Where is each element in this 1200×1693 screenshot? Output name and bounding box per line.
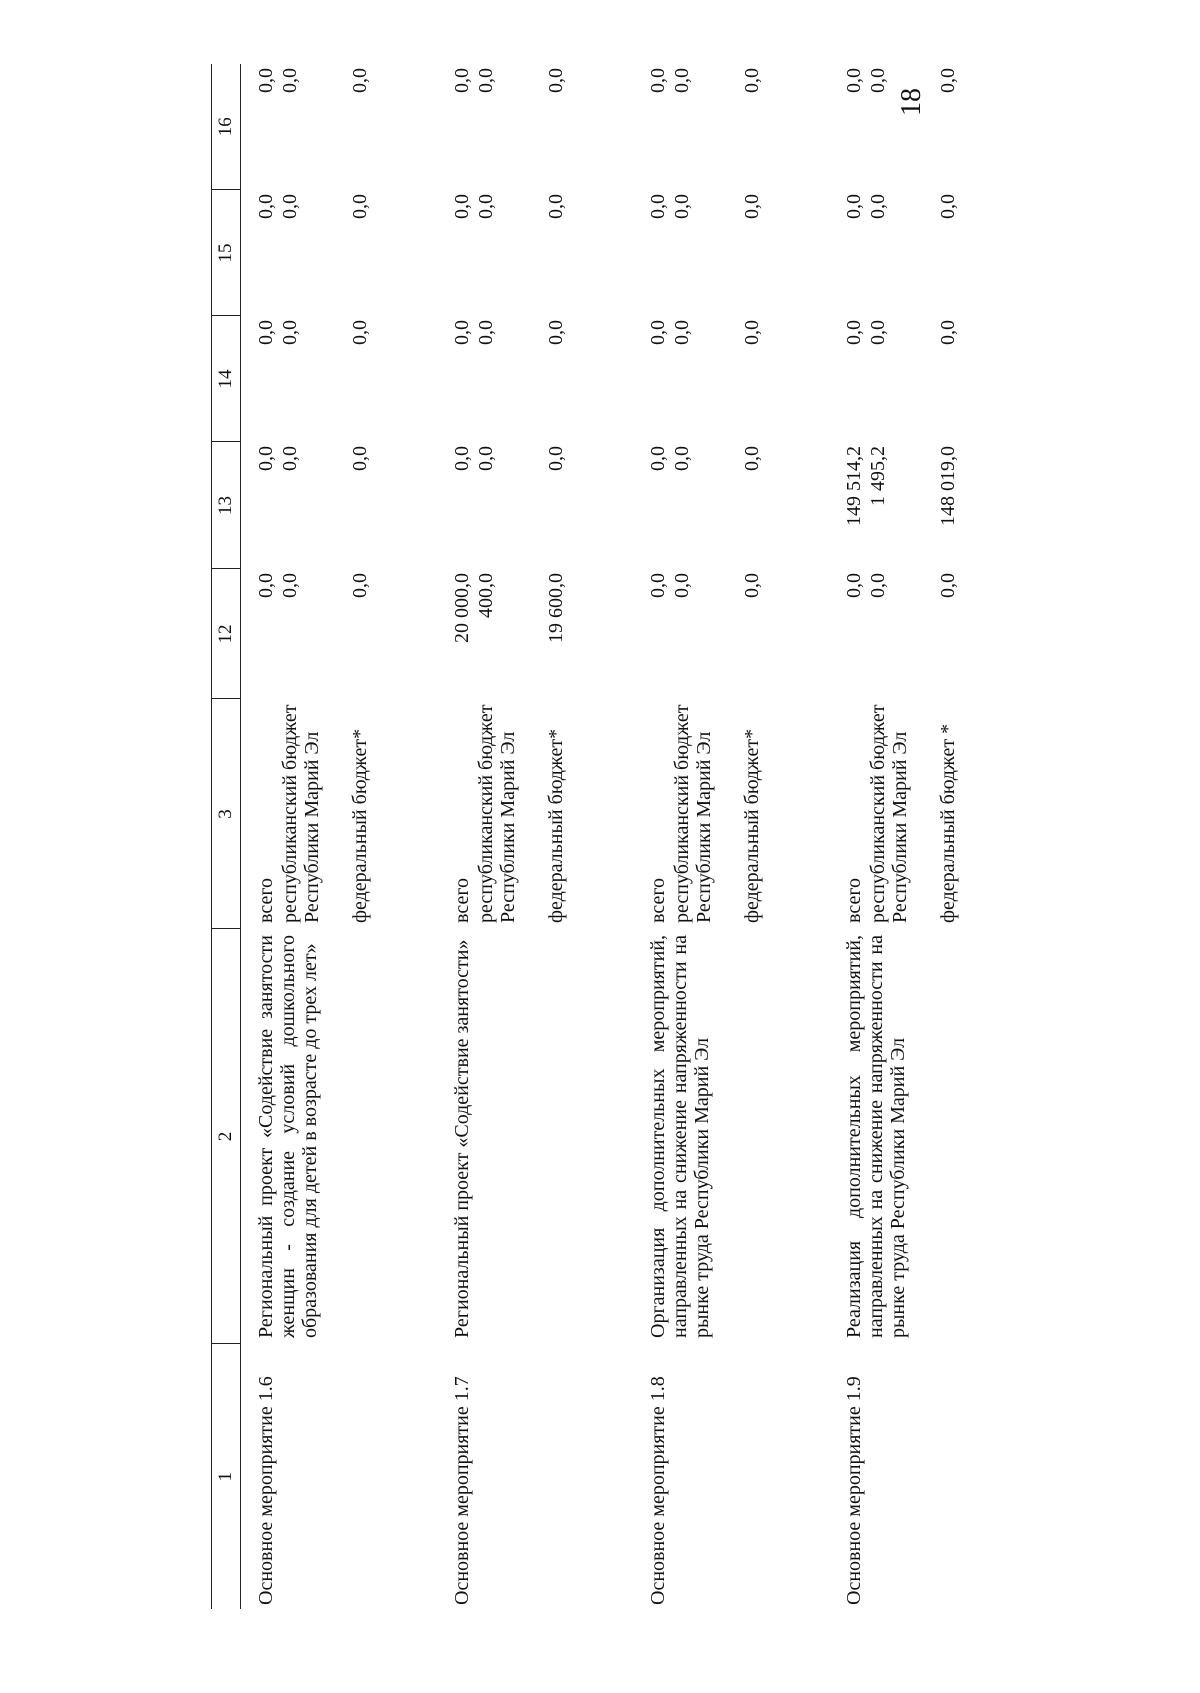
amount-cell: 0,0 xyxy=(843,320,865,345)
amount-cell: 0,0 xyxy=(867,573,889,598)
column-header: 2 xyxy=(212,929,241,1344)
amount-cell: 0,0 xyxy=(671,320,693,345)
amount-cell: 148 019,0 xyxy=(937,446,959,526)
amount-cell: 0,0 xyxy=(255,194,277,219)
funding-source: республиканский бюджет Республики Марий Эл xyxy=(475,704,519,923)
amount-cell: 0,0 xyxy=(671,446,693,471)
table-row xyxy=(437,64,475,1609)
amount-cell: 0,0 xyxy=(741,68,763,93)
funding-source: всего xyxy=(843,877,865,923)
amount-cell: 0,0 xyxy=(451,194,473,219)
funding-source: федеральный бюджет* xyxy=(741,728,763,923)
column-header: 12 xyxy=(212,569,241,699)
funding-source: федеральный бюджет* xyxy=(545,728,567,923)
amount-cell: 0,0 xyxy=(279,194,301,219)
amount-cell: 0,0 xyxy=(843,68,865,93)
column-header: 1 xyxy=(212,1344,241,1609)
amount-cell: 0,0 xyxy=(451,68,473,93)
amount-cell: 0,0 xyxy=(937,68,959,93)
amount-cell: 0,0 xyxy=(741,194,763,219)
activity-name: Основное мероприятие 1.8 xyxy=(647,1376,669,1605)
amount-cell: 20 000,0 xyxy=(451,573,473,643)
amount-cell: 0,0 xyxy=(741,573,763,598)
amount-cell: 0,0 xyxy=(475,320,497,345)
amount-cell: 0,0 xyxy=(349,573,371,598)
amount-cell: 19 600,0 xyxy=(545,573,567,643)
column-number-row xyxy=(212,64,241,1609)
activity-description: Организация дополнительных мероприятий, направленных на снижение напряженности на рынке труда Республики Марий Эл xyxy=(647,935,713,1338)
amount-cell: 0,0 xyxy=(279,68,301,93)
amount-cell: 0,0 xyxy=(349,68,371,93)
amount-cell: 0,0 xyxy=(255,320,277,345)
amount-cell: 0,0 xyxy=(349,194,371,219)
funding-source: республиканский бюджет Республики Марий Эл xyxy=(867,704,911,923)
amount-cell: 1 495,2 xyxy=(867,446,889,506)
amount-cell: 0,0 xyxy=(349,320,371,345)
amount-cell: 0,0 xyxy=(279,320,301,345)
amount-cell: 0,0 xyxy=(475,446,497,471)
amount-cell: 400,0 xyxy=(475,573,497,618)
table-row xyxy=(829,64,867,1609)
amount-cell: 0,0 xyxy=(937,194,959,219)
activity-name: Основное мероприятие 1.9 xyxy=(843,1376,865,1605)
amount-cell: 0,0 xyxy=(451,320,473,345)
amount-cell: 0,0 xyxy=(937,573,959,598)
amount-cell: 0,0 xyxy=(867,194,889,219)
activity-description: Реализация дополнительных мероприятий, направленных на снижение напряженности на рынке труда Республики Марий Эл xyxy=(843,935,909,1338)
amount-cell: 0,0 xyxy=(545,320,567,345)
amount-cell: 0,0 xyxy=(867,320,889,345)
amount-cell: 0,0 xyxy=(279,573,301,598)
column-header: 13 xyxy=(212,442,241,569)
amount-cell: 0,0 xyxy=(279,446,301,471)
amount-cell: 0,0 xyxy=(255,573,277,598)
amount-cell: 0,0 xyxy=(349,446,371,471)
amount-cell: 0,0 xyxy=(647,320,669,345)
table-row xyxy=(241,64,280,1609)
amount-cell: 0,0 xyxy=(867,68,889,93)
amount-cell: 0,0 xyxy=(475,68,497,93)
amount-cell: 0,0 xyxy=(671,573,693,598)
amount-cell: 0,0 xyxy=(647,68,669,93)
amount-cell: 149 514,2 xyxy=(843,446,865,526)
funding-source: федеральный бюджет * xyxy=(937,723,959,923)
amount-cell: 0,0 xyxy=(843,573,865,598)
amount-cell: 0,0 xyxy=(741,446,763,471)
funding-source: федеральный бюджет* xyxy=(349,728,371,923)
column-header: 16 xyxy=(212,64,241,190)
activity-name: Основное мероприятие 1.7 xyxy=(451,1376,473,1605)
column-header: 15 xyxy=(212,190,241,316)
amount-cell: 0,0 xyxy=(843,194,865,219)
amount-cell: 0,0 xyxy=(475,194,497,219)
activity-name: Основное мероприятие 1.6 xyxy=(255,1376,277,1605)
amount-cell: 0,0 xyxy=(545,68,567,93)
amount-cell: 0,0 xyxy=(647,573,669,598)
funding-source: республиканский бюджет Республики Марий Эл xyxy=(279,704,323,923)
page-number: 18 xyxy=(896,88,927,116)
amount-cell: 0,0 xyxy=(545,194,567,219)
activity-description: Региональный проект «Содействие занятости» xyxy=(451,939,473,1338)
amount-cell: 0,0 xyxy=(255,68,277,93)
amount-cell: 0,0 xyxy=(647,446,669,471)
amount-cell: 0,0 xyxy=(451,446,473,471)
table-row xyxy=(633,64,671,1609)
funding-source: республиканский бюджет Республики Марий Эл xyxy=(671,704,715,923)
funding-source: всего xyxy=(647,877,669,923)
budget-table xyxy=(211,64,985,1609)
amount-cell: 0,0 xyxy=(937,320,959,345)
column-header: 3 xyxy=(212,699,241,929)
column-header: 14 xyxy=(212,316,241,442)
amount-cell: 0,0 xyxy=(741,320,763,345)
table-header xyxy=(212,64,241,1609)
amount-cell: 0,0 xyxy=(671,194,693,219)
amount-cell: 0,0 xyxy=(545,446,567,471)
amount-cell: 0,0 xyxy=(647,194,669,219)
amount-cell: 0,0 xyxy=(671,68,693,93)
activity-description: Региональный проект «Содействие занятости женщин - создание условий дошкольного образования для детей в возрасте до трех лет» xyxy=(255,935,321,1338)
funding-source: всего xyxy=(255,877,277,923)
rotated-table-container xyxy=(211,64,981,1609)
amount-cell: 0,0 xyxy=(255,446,277,471)
funding-source: всего xyxy=(451,877,473,923)
table-body xyxy=(241,64,986,1609)
